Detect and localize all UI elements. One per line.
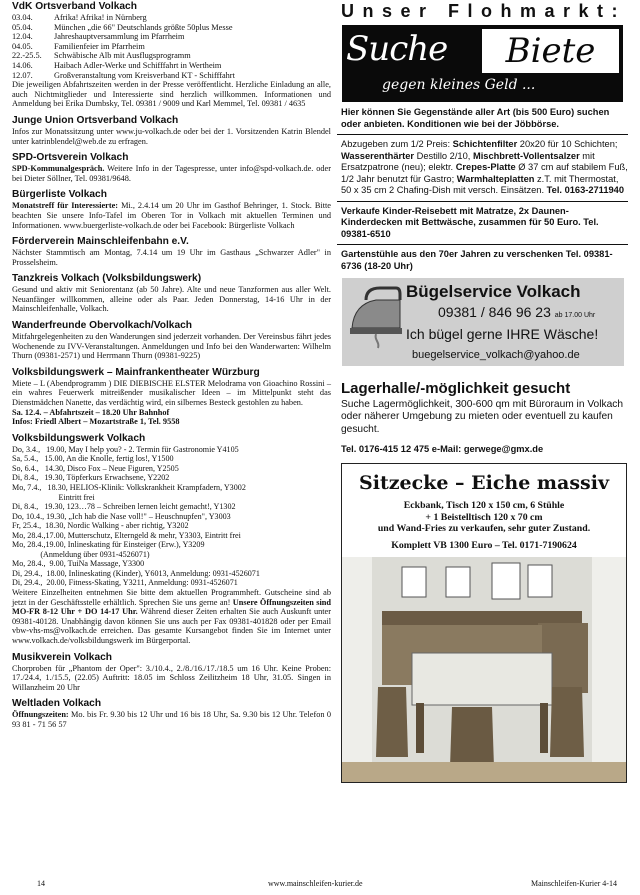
ad1-t2: Destillo 2/10, <box>414 150 473 161</box>
course-line: Mo, 28.4., 9.00, TuiNa Massage, Y3300 <box>12 559 145 569</box>
buergerliste-body: Mi., 2.4.14 um 20 Uhr im Gasthof Behringer, 1. Stock. Bitte beachten Sie unsere Info-Tafel im Oberen Tor in Volkach mit aktuellen Terminen und Informationen. www.buergerliste-volkach.de oder bei Facebook: Bürgerliste Volkach <box>12 201 331 230</box>
vdk-event-text: München „die 66" Deutschlands größte 50plus Messe <box>54 22 233 32</box>
volksbildungswerk-note-1: Weitere Einzelheiten entnehmen Sie bitte dem aktuellen Programmheft. Gutscheine sind ab jetzt in der Geschäftsstelle erhältlich. Sprechen Sie uns gerne an! <box>12 588 331 607</box>
sitzecke-ad <box>341 463 627 783</box>
course-line: Di, 29.4., 18.00, Inlineskating (Kinder), Y6013, Anmeldung: 0931-4526071 <box>12 568 260 578</box>
ad1-phone: Tel. 0163-2711940 <box>546 185 625 195</box>
vdk-event-date: 14.06. <box>12 60 33 70</box>
wanderfreunde-text: Mitfahrgelegenheiten zu den Wanderungen sind jederzeit vorhanden. Der Vereinsbus fährt jedes Wochenende zu IVV-Veranstaltungen. Anmeldungen und Info bei den Wanderwarten: Wilhelm Thurn (09381-2571) und Herrmann Thurn (09381-9225) <box>12 332 331 361</box>
course-line: Mo, 28.4.,17.00, Mutterschutz, Elterngeld & mehr, Y3303, Eintritt frei <box>12 530 241 540</box>
buergerliste-bold: Monatstreff für Interessierte: <box>12 201 119 211</box>
buegelservice-ad <box>342 278 624 366</box>
tanzkreis-section <box>12 273 331 314</box>
vdk-event-text: Afrika! Afrika! in Nürnberg <box>54 13 147 22</box>
ad1-b3: Mischbrett-Vollentsalzer <box>472 150 580 161</box>
vdk-event-text: Schwäbische Alb mit Ausflugsprogramm <box>54 51 191 61</box>
mainfrankentheater-info: Infos: Friedl Albert – Mozartstraße 1, Tel. 9558 <box>12 417 180 427</box>
vdk-event-row <box>12 23 235 33</box>
ad1-t3: mit Ersatzpatrone (neu); elektr. <box>341 150 595 172</box>
vdk-note: Die jeweiligen Abfahrtszeiten werden in der Presse veröffentlicht. Herzliche Einladung an alle, auch Nichtmitglieder und Interessierte sind herzlich willkommen. Informationen und Anmeldung bei Erika Dumbsky, Tel. 09381 / 9009 und Karl Memmel, Tel. 09381 / 4635 <box>12 80 331 109</box>
ad1-t4: Ø 37 cm auf stabilem Fuß, 1/2 Jahr benutzt für Gastro; <box>341 162 628 184</box>
ju-text: Infos zur Monatssitzung unter www.ju-volkach.de oder bei der 1. Vorsitzenden Katrin Blendel unter katrinblendel@web.de zu erfragen. <box>12 126 331 146</box>
volksbildungswerk-section <box>12 433 331 646</box>
course-line: Sa, 5.4., 15.00, An die Knolle, fertig los!, Y1500 <box>12 454 174 464</box>
spd-text <box>12 164 331 183</box>
sitzecke-line-2: + 1 Beistelltisch 120 x 70 cm <box>425 511 543 523</box>
vdk-event-row <box>12 13 235 23</box>
divider <box>337 201 628 202</box>
wanderfreunde-heading: Wanderfreunde Obervolkach/Volkach <box>12 320 193 332</box>
vdk-heading: VdK Ortsverband Volkach <box>12 1 137 12</box>
weltladen-heading: Weltladen Volkach <box>12 698 102 710</box>
buegelservice-phone-line <box>438 304 595 320</box>
weltladen-body: Mo. bis Fr. 9.30 bis 12 Uhr und 16 bis 18 Uhr, Sa. 9.30 bis 12 Uhr. Telefon 0 93 81 - 71 56 57 <box>12 710 331 729</box>
buegelservice-slogan: Ich bügel gerne IHRE Wäsche! <box>406 326 599 342</box>
vdk-event-row <box>12 51 235 61</box>
course-line: Di, 29.4., 20.00, Fitness-Skating, Y3211, Anmeldung: 0931-4526071 <box>12 578 238 588</box>
vdk-event-text: Haibach Adler-Werke und Schifffahrt in Wertheim <box>54 60 222 70</box>
ju-section <box>12 115 331 146</box>
foerderverein-text: Nächster Stammtisch am Montag, 7.4.14 um 19 Uhr im Gasthaus „Schwarzer Adler" in Prosselsheim. <box>12 248 331 267</box>
sitzecke-line-3: und Wand-Fries zu verkaufen, sehr guter Zustand. <box>377 523 591 535</box>
musikverein-heading: Musikverein Volkach <box>12 651 113 663</box>
mainfrankentheater-section <box>12 367 331 427</box>
vdk-event-date: 04.05. <box>12 41 33 51</box>
buegelservice-phone: 09381 / 846 96 23 <box>438 304 551 320</box>
vdk-event-text: Familienfeier im Pfarrheim <box>54 41 145 51</box>
lagerhalle-text: Suche Lagermöglichkeit, 300-600 qm mit Büroraum in Volkach oder näherer Umgebung zu mieten oder eventuell zu kaufen gesucht. <box>341 399 624 435</box>
buergerliste-text <box>12 201 331 230</box>
footer-url[interactable]: www.mainschleifen-kurier.de <box>268 879 363 888</box>
ad1-b2: Wasserenthärter <box>341 150 415 161</box>
ad-gartenstuehle: Gartenstühle aus den 70er Jahren zu verschenken Tel. 09381-6736 (18-20 Uhr) <box>341 249 613 271</box>
weltladen-section <box>12 698 331 729</box>
vdk-event-date: 22.-25.5. <box>12 51 42 61</box>
course-line: Mo, 28.4.,19.00, Inlineskating für Einsteiger (Erw.), Y3209 <box>12 540 205 550</box>
sitzecke-line-4: Komplett VB 1300 Euro – Tel. 0171-7190624 <box>391 539 577 551</box>
foerderverein-heading: Förderverein Mainschleifenbahn e.V. <box>12 236 189 248</box>
lagerhalle-contact: Tel. 0176-415 12 475 e-Mail: gerwege@gmx.de <box>341 444 544 455</box>
vdk-event-date: 05.04. <box>12 22 33 32</box>
weltladen-bold: Öffnungszeiten: <box>12 710 69 720</box>
suche-biete-logo <box>342 25 623 102</box>
vdk-event-row <box>12 71 235 81</box>
course-line: Fr, 25.4., 18.30, Nordic Walking - aber richtig, Y3202 <box>12 521 189 531</box>
vdk-event-date: 03.04. <box>12 13 33 22</box>
logo-gegen: gegen kleines Geld ... <box>382 77 536 93</box>
volksbildungswerk-opening-hours: Unsere Öffnungszeiten sind MO-FR 8-12 Uhr + DO 14-17 Uhr. <box>12 597 331 617</box>
course-line: Eintritt frei <box>12 492 95 502</box>
volksbildungswerk-heading: Volksbildungswerk Volkach <box>12 432 146 444</box>
right-column <box>337 0 628 783</box>
volksbildungswerk-course-list <box>12 445 331 588</box>
left-column <box>12 0 331 730</box>
mainfrankentheater-departure: Sa. 12.4. – Abfahrtszeit – 18.20 Uhr Bahnhof <box>12 407 170 417</box>
sitzecke-line-1: Eckbank, Tisch 120 x 150 cm, 6 Stühle <box>403 500 565 512</box>
divider <box>337 134 628 135</box>
mainfrankentheater-heading: Volksbildungswerk – Mainfrankentheater Würzburg <box>12 366 260 378</box>
course-line: Di, 8.4., 19.30, Töpferkurs Erwachsene, Y2202 <box>12 473 170 483</box>
tanzkreis-heading: Tanzkreis Volkach (Volksbildungswerk) <box>12 273 202 285</box>
buegelservice-email[interactable]: buegelservice_volkach@yahoo.de <box>412 349 580 361</box>
vdk-event-date: 12.04. <box>12 32 33 42</box>
foerderverein-section <box>12 236 331 267</box>
spd-section <box>12 152 331 183</box>
vdk-event-row <box>12 61 235 71</box>
iron-icon <box>346 284 406 354</box>
mainfrankentheater-text: Miete – L (Abendprogramm ) DIE DIEBISCHE ELSTER Melodrama von Gioachino Rossini – ein wahres Feuerwerk mitreißender musikalischer Ideen – im Mittelpunkt steht das Dienstmädchen Nanette, das verdächtig wird, ein silbernes Besteck gestohlen zu haben. <box>12 378 331 408</box>
course-line: Di, 8.4., 19.30, 123…78 – Schreiben lernen leicht gemacht!, Y1302 <box>12 502 236 512</box>
weltladen-text <box>12 710 331 729</box>
ad1-t5: z.T. mit Thermostat, 50 x 35 cm 2 Chafing-Dish mit versch. Einsätzen. <box>341 173 619 195</box>
course-line: So, 6.4., 14.30, Disco Fox – Neue Figuren, Y2505 <box>12 463 179 473</box>
flohmarkt-title: Unser Flohmarkt: <box>341 1 627 21</box>
ad-kinder-reisebett: Verkaufe Kinder-Reisebett mit Matratze, 2x Daunen-Kinderdecken mit Bettwäsche, zusammen für 50 Euro. Tel. 09381-6510 <box>341 205 599 239</box>
page-number: 14 <box>37 879 45 888</box>
volksbildungswerk-note <box>12 588 331 646</box>
flohmarkt-intro: Hier können Sie Gegenstände aller Art (bis 500 Euro) suchen oder anbieten. Konditionen wie bei der Jöbbörse. <box>341 107 610 129</box>
ad1-pre: Abzugeben zum 1/2 Preis: <box>341 139 453 149</box>
divider <box>337 244 628 245</box>
volksbildungswerk-note-2: Während dieser Zeiten erhalten Sie auch Auskunft unter 09381-40128. Unabhängig davon können Sie uns auch per Fax 09381-401828 oder per Email vbw-vhs-ms@volkach.de erreichen. Das gesamte Kursangebot finden Sie im Internet unter www.volkach.de/volksbildungswerk im Bürgerportal. <box>12 607 332 645</box>
musikverein-text: Chorproben für „Phantom der Oper": 3./10.4., 2./8./16./17./18.5 um 16 Uhr. Keine Proben: 17./24.4, 1./15.5, (22.05) Auftritt: 18.05 im Schloss Zeilitzheim 18 Uhr, 31.05. Singen in Willanzheim 20 Uhr <box>12 663 331 692</box>
vdk-event-row <box>12 32 235 42</box>
vdk-event-row <box>12 42 235 52</box>
vdk-event-text: Großveranstaltung vom Kreisverband KT - Schifffahrt <box>54 70 235 80</box>
ad1-b5: Warmhalteplatten <box>456 173 535 184</box>
course-line: (Anmeldung über 0931-4526071) <box>12 549 150 559</box>
ad1-b1: Schichtenfilter <box>452 139 518 149</box>
spd-body: Weitere Info in der Tagespresse, unter info@spd-volkach.de. oder bei Dieter Söllner, Tel. 09381/9648. <box>12 164 331 183</box>
logo-biete: Biete <box>482 29 619 73</box>
course-line: Do, 10.4., 19.30, „Ich hab die Nase voll!" – Heuschnupfen", Y3003 <box>12 511 231 521</box>
wanderfreunde-section <box>12 320 331 361</box>
logo-suche: Suche <box>346 29 448 69</box>
spd-heading: SPD-Ortsverein Volkach <box>12 152 129 164</box>
ad1-b4: Crepes-Platte <box>455 162 516 172</box>
sitzecke-photo <box>342 557 626 782</box>
buergerliste-section <box>12 189 331 230</box>
ad1-t1: 20x20 für 10 Schichten; <box>517 139 618 149</box>
vdk-event-date: 12.07. <box>12 70 33 80</box>
ju-heading: Junge Union Ortsverband Volkach <box>12 114 179 126</box>
vdk-event-table <box>12 13 235 80</box>
ad-kitchen-equipment <box>341 139 628 197</box>
vdk-event-text: Jahreshauptversammlung im Pfarrheim <box>54 32 185 42</box>
lagerhalle-heading: Lagerhalle/-möglichkeit gesucht <box>341 380 571 397</box>
sitzecke-heading: Sitzecke – Eiche massiv <box>359 472 609 495</box>
spd-bold: SPD-Kommunalgespräch. <box>12 164 105 174</box>
vdk-section <box>12 1 331 109</box>
buegelservice-phone-note: ab 17.00 Uhr <box>554 312 596 319</box>
course-line: Do, 3.4., 19.00, May I help you? - 2. Termin für Gastronomie Y4105 <box>12 444 239 454</box>
musikverein-section <box>12 652 331 693</box>
buegelservice-title: Bügelservice Volkach <box>406 282 581 301</box>
tanzkreis-text: Gesund und aktiv mit Seniorentanz (ab 50 Jahre). Alte und neue Tanzformen aus aller Welt. Neuanfänger willkommen, alleine oder als Paar. Jeden Donnerstag, 14-16 Uhr in der Mainschleifenhalle, Volkach. <box>12 285 331 314</box>
course-line: Mo, 7.4., 18.30, HELIOS-Klinik: Volkskrankheit Krampfadern, Y3002 <box>12 483 246 492</box>
buergerliste-heading: Bürgerliste Volkach <box>12 189 107 201</box>
footer-issue: Mainschleifen-Kurier 4-14 <box>531 879 617 888</box>
